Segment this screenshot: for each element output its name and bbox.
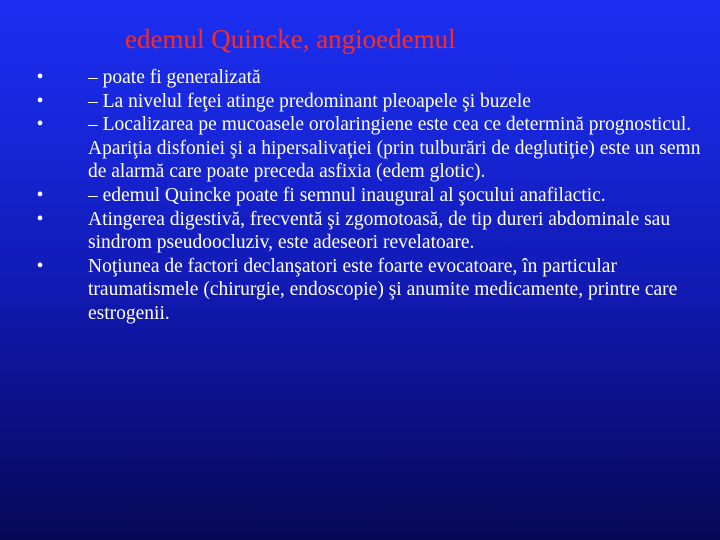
bullet-item	[24, 255, 704, 326]
bullet-dot-icon: •	[36, 114, 44, 136]
bullet-dot-icon: •	[36, 184, 44, 206]
bullet-item	[24, 184, 704, 208]
bullet-text: Noţiunea de factori declanşatori este foarte evocatoare, în particular traumatismele (chirurgie, endoscopie) şi anumite medicamente, printre care estrogenii.	[88, 255, 678, 324]
bullet-dot-icon: •	[36, 67, 44, 88]
bullet-dot-icon: •	[36, 90, 44, 112]
bullet-item	[24, 90, 704, 114]
bullet-dot-icon: •	[36, 208, 44, 230]
bullet-text: – poate fi generalizată	[88, 67, 261, 88]
bullet-item	[24, 113, 704, 184]
bullet-text: – edemul Quincke poate fi semnul inaugural al şocului anafilactic.	[88, 184, 606, 206]
bullet-dot-icon: •	[36, 255, 44, 277]
bullet-text: – Localizarea pe mucoasele orolaringiene este cea ce determină prognosticul. Apariţia disfoniei şi a hipersalivaţiei (prin tulburări de deglutiţie) este un semn de alarmă care poate preceda asfixia (edem glotic).	[88, 114, 701, 183]
bullet-item	[24, 66, 704, 90]
bullet-list	[24, 66, 704, 326]
slide-title: edemul Quincke, angioedemul	[125, 24, 456, 54]
bullet-text: – La nivelul feţei atinge predominant pleoapele şi buzele	[88, 90, 531, 112]
bullet-item	[24, 208, 704, 255]
bullet-text: Atingerea digestivă, frecventă şi zgomotoasă, de tip dureri abdominale sau sindrom pseudoocluziv, este adeseori revelatoare.	[88, 208, 671, 254]
